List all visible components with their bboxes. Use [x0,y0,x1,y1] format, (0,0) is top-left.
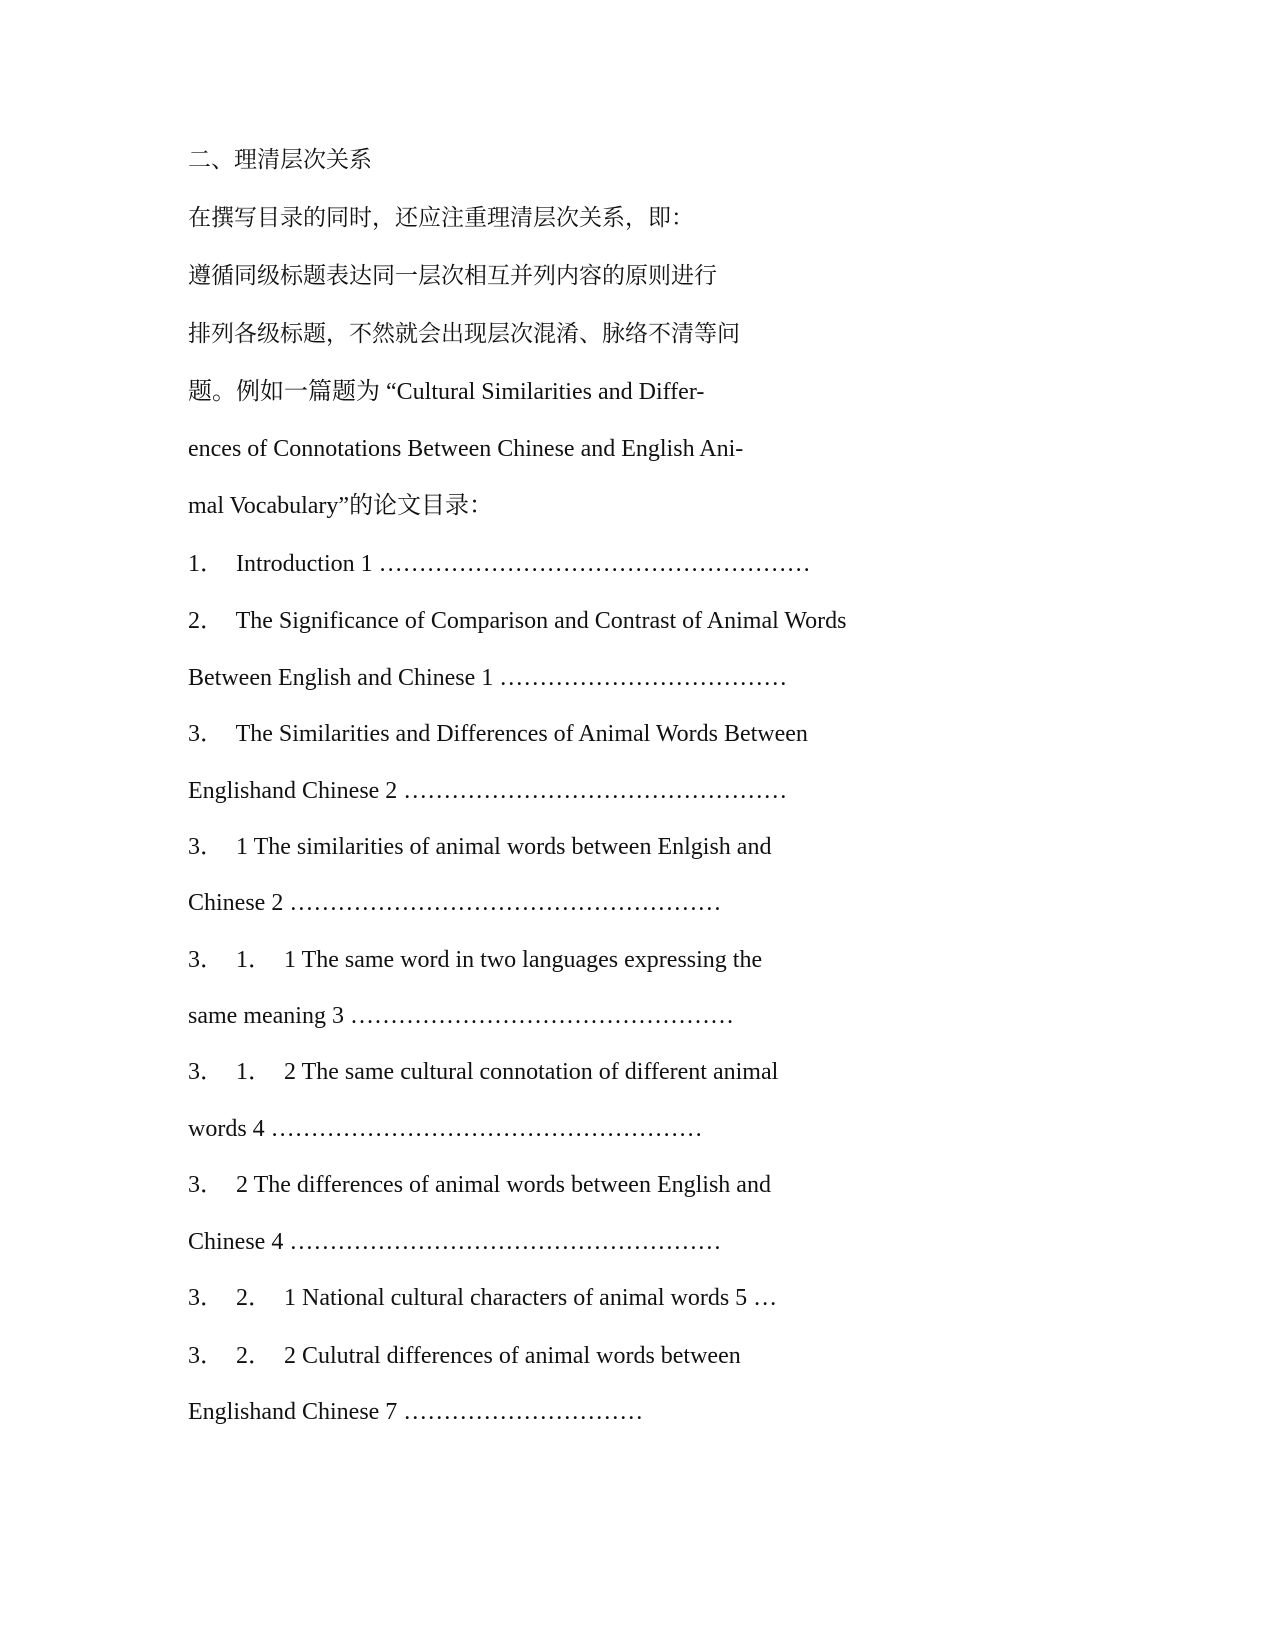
paragraph-line: 排列各级标题，不然就会出现层次混淆、脉络不清等问 [188,321,740,347]
toc-entry-continuation: Chinese 4 ……………………………………………… [188,1229,722,1255]
toc-entry: 3． 2 The differences of animal words between English and [188,1172,771,1198]
toc-entry-continuation: words 4 ……………………………………………… [188,1116,703,1142]
paragraph-line: 在撰写目录的同时，还应注重理清层次关系，即： [188,205,694,231]
toc-entry: 3． 2． 2 Culutral differences of animal words between [188,1343,741,1369]
paragraph-line: 题。例如一篇题为 “Cultural Similarities and Differ- [188,379,705,405]
toc-entry: 3． 2． 1 National cultural characters of animal words 5 … [188,1285,778,1311]
toc-entry: 3． The Similarities and Differences of Animal Words Between [188,721,808,747]
toc-entry-continuation: Englishand Chinese 7 ………………………… [188,1399,644,1425]
toc-entry: 3． 1 The similarities of animal words between Enlgish and [188,834,772,860]
section-heading: 二、理清层次关系 [188,147,372,173]
toc-entry-continuation: Between English and Chinese 1 ……………………………… [188,665,788,691]
toc-entry: 3． 1． 1 The same word in two languages expressing the [188,947,763,973]
toc-entry: 1． Introduction 1 ……………………………………………… [188,551,811,577]
toc-entry-continuation: Englishand Chinese 2 ………………………………………… [188,778,788,804]
paragraph-line: 遵循同级标题表达同一层次相互并列内容的原则进行 [188,263,717,289]
toc-entry: 2． The Significance of Comparison and Contrast of Animal Words [188,608,847,634]
toc-entry: 3． 1． 2 The same cultural connotation of different animal [188,1059,779,1085]
paragraph-line: ences of Connotations Between Chinese and English Ani- [188,436,744,462]
paragraph-line: mal Vocabulary”的论文目录： [188,493,494,519]
toc-entry-continuation: same meaning 3 ………………………………………… [188,1003,734,1029]
toc-entry-continuation: Chinese 2 ……………………………………………… [188,890,722,916]
